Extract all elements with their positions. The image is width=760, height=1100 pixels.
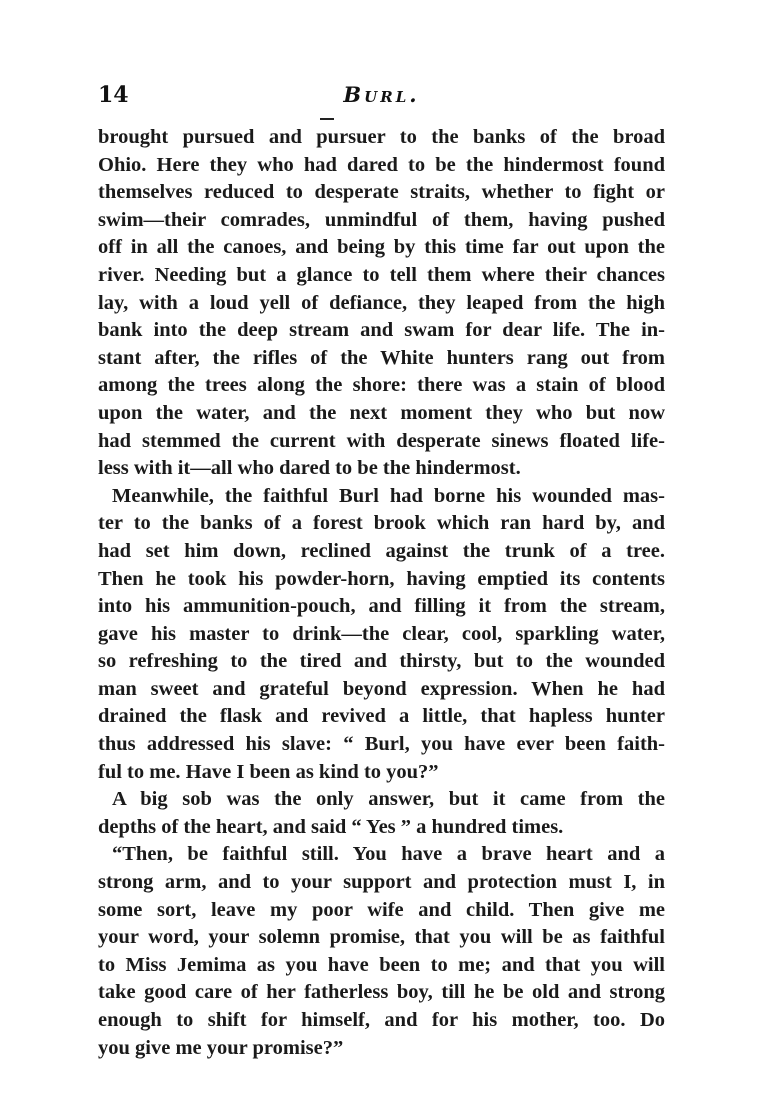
text-line: off in all the canoes, and being by this time far out upon the [98, 236, 665, 259]
text-line: had stemmed the current with desperate sinews floated life- [98, 429, 665, 452]
text-line: some sort, leave my poor wife and child. Then give me [98, 898, 665, 921]
title-rule [320, 118, 334, 120]
text-line: you give me your promise?” [98, 1036, 344, 1059]
text-line: gave his master to drink—the clear, cool, sparkling water, [98, 622, 665, 645]
text-line: enough to shift for himself, and for his mother, too. Do [98, 1009, 665, 1031]
running-header [98, 82, 665, 112]
text-line: ful to me. Have I been as kind to you?” [98, 760, 439, 783]
running-title: Burl. [343, 82, 420, 107]
text-line: Then he took his powder-horn, having emptied its contents [98, 567, 665, 590]
page-body [98, 124, 665, 1062]
text-line: thus addressed his slave: “ Burl, you have ever been faith- [98, 733, 665, 756]
text-line: upon the water, and the next moment they who but now [98, 401, 665, 424]
page-number: 14 [98, 82, 129, 108]
text-line: bank into the deep stream and swam for dear life. The in- [98, 319, 665, 342]
text-line: among the trees along the shore: there was a stain of blood [98, 374, 665, 397]
text-line: take good care of her fatherless boy, till he be old and strong [98, 981, 665, 1004]
text-line: so refreshing to the tired and thirsty, but to the wounded [98, 650, 665, 673]
text-line: your word, your solemn promise, that you will be as faithful [98, 926, 665, 949]
text-line: had set him down, reclined against the trunk of a tree. [98, 539, 665, 562]
text-line: ter to the banks of a forest brook which ran hard by, and [98, 512, 665, 535]
text-line: stant after, the rifles of the White hunters rang out from [98, 346, 665, 369]
text-line: “Then, be faithful still. You have a brave heart and a [112, 843, 665, 866]
text-line: drained the flask and revived a little, that hapless hunter [98, 705, 665, 728]
text-line: into his ammunition-pouch, and filling it from the stream, [98, 595, 665, 618]
text-line: depths of the heart, and said “ Yes ” a hundred times. [98, 815, 564, 838]
text-line: man sweet and grateful beyond expression. When he had [98, 677, 665, 700]
text-line: swim—their comrades, unmindful of them, having pushed [98, 208, 665, 231]
text-line: lay, with a loud yell of defiance, they leaped from the high [98, 291, 665, 314]
text-line: brought pursued and pursuer to the banks of the broad [98, 126, 665, 148]
text-line: less with it—all who dared to be the hindermost. [98, 457, 521, 480]
text-line: Meanwhile, the faithful Burl had borne his wounded mas- [112, 484, 665, 507]
text-line: A big sob was the only answer, but it came from the [112, 788, 665, 811]
text-line: to Miss Jemima as you have been to me; and that you will [98, 953, 665, 976]
text-line: Ohio. Here they who had dared to be the hindermost found [98, 153, 665, 176]
text-line: themselves reduced to desperate straits, whether to fight or [98, 181, 665, 204]
text-line: strong arm, and to your support and protection must I, in [98, 871, 665, 894]
text-line: river. Needing but a glance to tell them where their chances [98, 263, 665, 286]
